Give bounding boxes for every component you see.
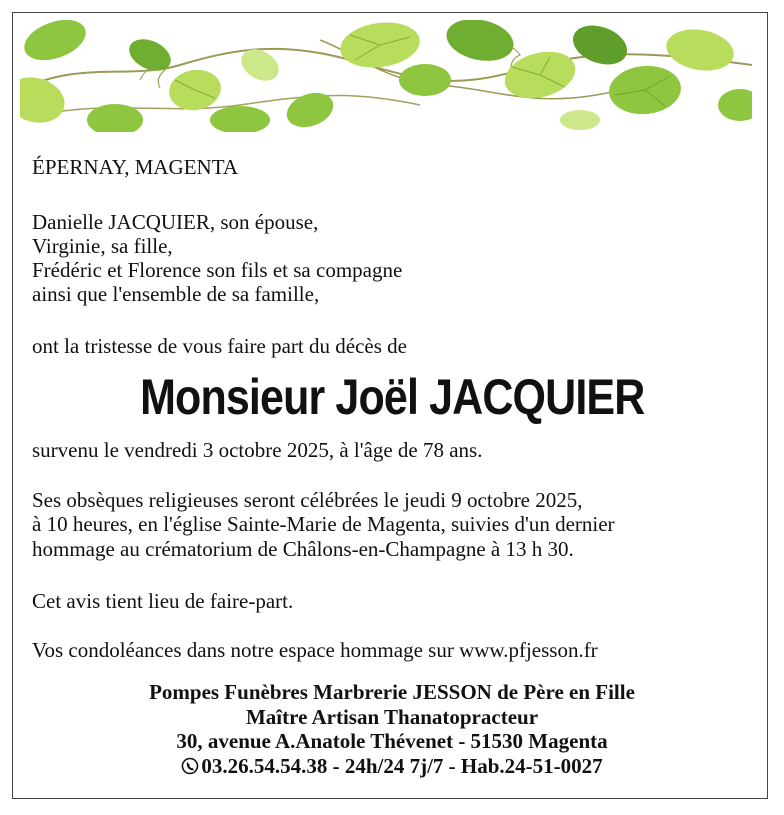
announcement-line: ont la tristesse de vous faire part du décès de	[32, 334, 407, 358]
notice-line: Cet avis tient lieu de faire-part.	[32, 589, 294, 613]
funeral-details-line: Ses obsèques religieuses seront célébrées le jeudi 9 octobre 2025,	[32, 488, 583, 512]
funeral-home-contact-row	[0, 754, 784, 779]
funeral-home-contact: 03.26.54.54.38 - 24h/24 7j/7 - Hab.24-51-0027	[201, 753, 603, 778]
death-info-line: survenu le vendredi 3 octobre 2025, à l'âge de 78 ans.	[32, 438, 483, 462]
funeral-home-address: 30, avenue A.Anatole Thévenet - 51530 Magenta	[176, 729, 608, 753]
family-member-line: ainsi que l'ensemble de sa famille,	[32, 282, 320, 306]
funeral-home-title: Maître Artisan Thanatopracteur	[245, 704, 539, 729]
family-member-line: Danielle JACQUIER, son épouse,	[32, 210, 319, 234]
funeral-home-name: Pompes Funèbres Marbrerie JESSON de Père en Fille	[149, 680, 635, 704]
family-member-line: Virginie, sa fille,	[32, 234, 173, 258]
funeral-details-line: hommage au crématorium de Châlons-en-Champagne à 13 h 30.	[32, 537, 574, 561]
condolences-line: Vos condoléances dans notre espace hommage sur www.pfjesson.fr	[32, 638, 598, 662]
vine-leaves-banner	[20, 20, 752, 132]
funeral-home-block	[0, 680, 784, 778]
phone-icon	[181, 756, 199, 774]
family-member-line: Frédéric et Florence son fils et sa compagne	[32, 258, 403, 282]
location-line: ÉPERNAY, MAGENTA	[32, 155, 239, 179]
deceased-name: Monsieur Joël JACQUIER	[140, 369, 645, 425]
funeral-details-line: à 10 heures, en l'église Sainte-Marie de Magenta, suivies d'un dernier	[32, 512, 615, 536]
